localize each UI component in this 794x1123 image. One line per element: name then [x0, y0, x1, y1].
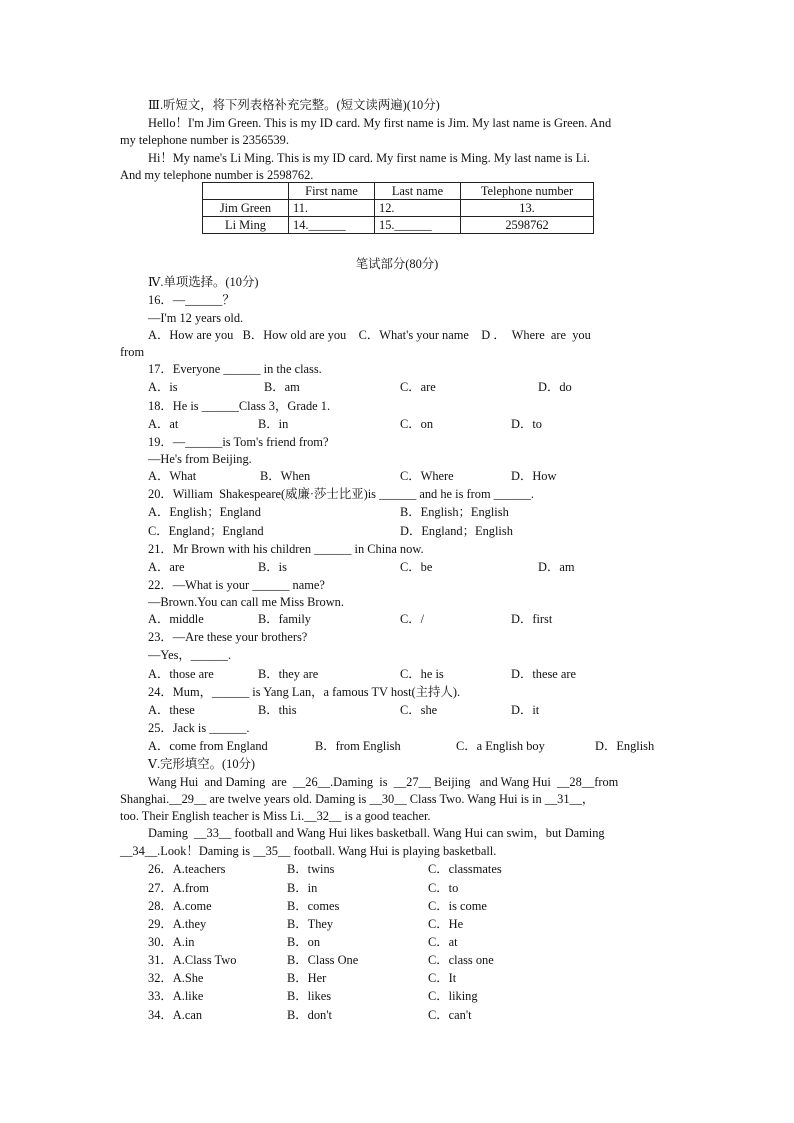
passage1-line2: my telephone number is 2356539.	[120, 133, 289, 147]
option: 28．A.come	[148, 899, 212, 913]
cloze-line-4: Daming __33__ football and Wang Hui likes basketball. Wang Hui can swim，but Daming	[148, 826, 605, 840]
section3-heading: Ⅲ.听短文，将下列表格补充完整。(短文读两遍)(10分)	[148, 98, 440, 112]
section4-heading: Ⅳ.单项选择。(10分)	[148, 275, 259, 289]
question-21-options	[148, 559, 688, 575]
table-cell: Jim Green	[203, 200, 289, 217]
table-cell: 2598762	[461, 217, 594, 234]
option: C．/	[400, 612, 425, 626]
option: D．to	[511, 417, 542, 431]
question-20-options-row2	[148, 523, 688, 539]
option: D．first	[511, 612, 553, 626]
question-22: 22．—What is your ______ name?	[148, 578, 325, 592]
question-19-answer: —He's from Beijing.	[148, 452, 252, 466]
table-header-cell: Telephone number	[461, 183, 594, 200]
option: A．is	[148, 380, 178, 394]
question-23-answer: —Yes，______.	[148, 648, 232, 662]
option: 30．A.in	[148, 935, 195, 949]
cloze-line-2: Shanghai.__29__ are twelve years old. Daming is __30__ Class Two. Wang Hui is in __31__，	[120, 792, 595, 806]
cloze-options-33	[148, 988, 688, 1004]
option: 34．A.can	[148, 1008, 203, 1022]
option: 26．A.teachers	[148, 862, 226, 876]
option: B．on	[287, 935, 321, 949]
question-23-options	[148, 666, 688, 682]
table-cell: Li Ming	[203, 217, 289, 234]
cloze-options-27	[148, 880, 688, 896]
option: A．are	[148, 560, 185, 574]
option: B．in	[287, 881, 318, 895]
option: A．English；England	[148, 505, 261, 519]
option: D．am	[538, 560, 575, 574]
option: B．English；English	[400, 505, 509, 519]
option: C．are	[400, 380, 436, 394]
question-20-options-row1	[148, 504, 688, 520]
option: 33．A.like	[148, 989, 204, 1003]
option: C．liking	[428, 989, 478, 1003]
option: A．What	[148, 469, 197, 483]
table-header-cell	[203, 183, 289, 200]
cloze-options-32	[148, 970, 688, 986]
option: C．is come	[428, 899, 487, 913]
question-18-options	[148, 416, 688, 432]
option: B．When	[260, 469, 311, 483]
option: C．England；England	[148, 524, 264, 538]
option: B．twins	[287, 862, 335, 876]
option: D．it	[511, 703, 540, 717]
option: B．am	[264, 380, 300, 394]
cloze-options-30	[148, 934, 688, 950]
question-21: 21．Mr Brown with his children ______ in China now.	[148, 542, 424, 556]
option: C．at	[428, 935, 458, 949]
passage2-line1: Hi！My name's Li Ming. This is my ID card. My first name is Ming. My last name is Li.	[148, 151, 590, 165]
table-header-cell: First name	[289, 183, 375, 200]
option: B．Class One	[287, 953, 359, 967]
question-17-options	[148, 379, 688, 395]
cloze-line-5: __34__.Look！Daming is __35__ football. Wang Hui is playing basketball.	[120, 844, 497, 858]
option: C．classmates	[428, 862, 502, 876]
option: C．Where	[400, 469, 454, 483]
option: B．comes	[287, 899, 340, 913]
question-16: 16．—______？	[148, 293, 235, 307]
option: A．these	[148, 703, 195, 717]
table-cell: 13.	[461, 200, 594, 217]
question-17: 17．Everyone ______ in the class.	[148, 362, 322, 376]
option: B．don't	[287, 1008, 332, 1022]
option: B．They	[287, 917, 334, 931]
table-row	[203, 217, 594, 234]
option: C．a English boy	[456, 739, 545, 753]
question-16-options: A．How are you B．How old are you C．What's your name D ． Where are you	[148, 328, 591, 342]
table-row	[203, 200, 594, 217]
option: D．How	[511, 469, 557, 483]
option: A．at	[148, 417, 179, 431]
written-part-title: 笔试部分(80分)	[355, 257, 439, 271]
cloze-options-26	[148, 861, 688, 877]
option: 27．A.from	[148, 881, 209, 895]
cloze-options-31	[148, 952, 688, 968]
option: C．to	[428, 881, 459, 895]
option: D．do	[538, 380, 572, 394]
option: D．English	[595, 739, 655, 753]
id-info-table	[202, 182, 594, 234]
question-24-options	[148, 702, 688, 718]
question-22-answer: —Brown.You can call me Miss Brown.	[148, 595, 344, 609]
option: C．It	[428, 971, 457, 985]
table-cell: 14.______	[289, 217, 375, 234]
option: A．come from England	[148, 739, 268, 753]
option: C．on	[400, 417, 434, 431]
passage1-line1: Hello！I'm Jim Green. This is my ID card. My first name is Jim. My last name is Green. And	[148, 116, 612, 130]
question-19-options	[148, 468, 688, 484]
option: C．be	[400, 560, 433, 574]
question-19: 19．—______is Tom's friend from?	[148, 435, 329, 449]
option: C．he is	[400, 667, 444, 681]
question-25-options	[148, 738, 688, 754]
option: B．is	[258, 560, 287, 574]
table-cell: 11.	[289, 200, 375, 217]
table-cell: 12.	[375, 200, 461, 217]
option: D．England；English	[400, 524, 513, 538]
cloze-options-34	[148, 1007, 688, 1023]
table-header-cell: Last name	[375, 183, 461, 200]
option: 32．A.She	[148, 971, 204, 985]
cloze-options-28	[148, 898, 688, 914]
passage2-line2: And my telephone number is 2598762.	[120, 168, 314, 182]
question-23: 23．—Are these your brothers?	[148, 630, 308, 644]
question-22-options	[148, 611, 688, 627]
option: B．in	[258, 417, 289, 431]
option: A．middle	[148, 612, 204, 626]
option: B．this	[258, 703, 297, 717]
option: D．these are	[511, 667, 577, 681]
section5-heading: Ⅴ.完形填空。(10分)	[148, 757, 256, 771]
option: B．they are	[258, 667, 319, 681]
option: 29．A.they	[148, 917, 207, 931]
cloze-options-29	[148, 916, 688, 932]
question-16-answer: —I'm 12 years old.	[148, 311, 244, 325]
option: C．He	[428, 917, 464, 931]
option: 31．A.Class Two	[148, 953, 237, 967]
option: B．family	[258, 612, 311, 626]
cloze-line-1: Wang Hui and Daming are __26__.Daming is __27__ Beijing and Wang Hui __28__from	[148, 775, 619, 789]
option: C．she	[400, 703, 438, 717]
table-cell: 15.______	[375, 217, 461, 234]
question-25: 25．Jack is ______.	[148, 721, 250, 735]
option: B．likes	[287, 989, 332, 1003]
option: B．from English	[315, 739, 401, 753]
question-16-options-cont: from	[120, 345, 145, 359]
question-18: 18．He is ______Class 3，Grade 1.	[148, 399, 331, 413]
option: A．those are	[148, 667, 214, 681]
option: C．class one	[428, 953, 494, 967]
question-20: 20．William Shakespeare(威廉·莎士比亚)is ______ and he is from ______.	[148, 487, 534, 501]
cloze-line-3: too. Their English teacher is Miss Li.__32__ is a good teacher.	[120, 809, 431, 823]
table-header-row	[203, 183, 594, 200]
question-24: 24．Mum，______ is Yang Lan，a famous TV host(主持人).	[148, 685, 461, 699]
option: C．can't	[428, 1008, 472, 1022]
option: B．Her	[287, 971, 327, 985]
